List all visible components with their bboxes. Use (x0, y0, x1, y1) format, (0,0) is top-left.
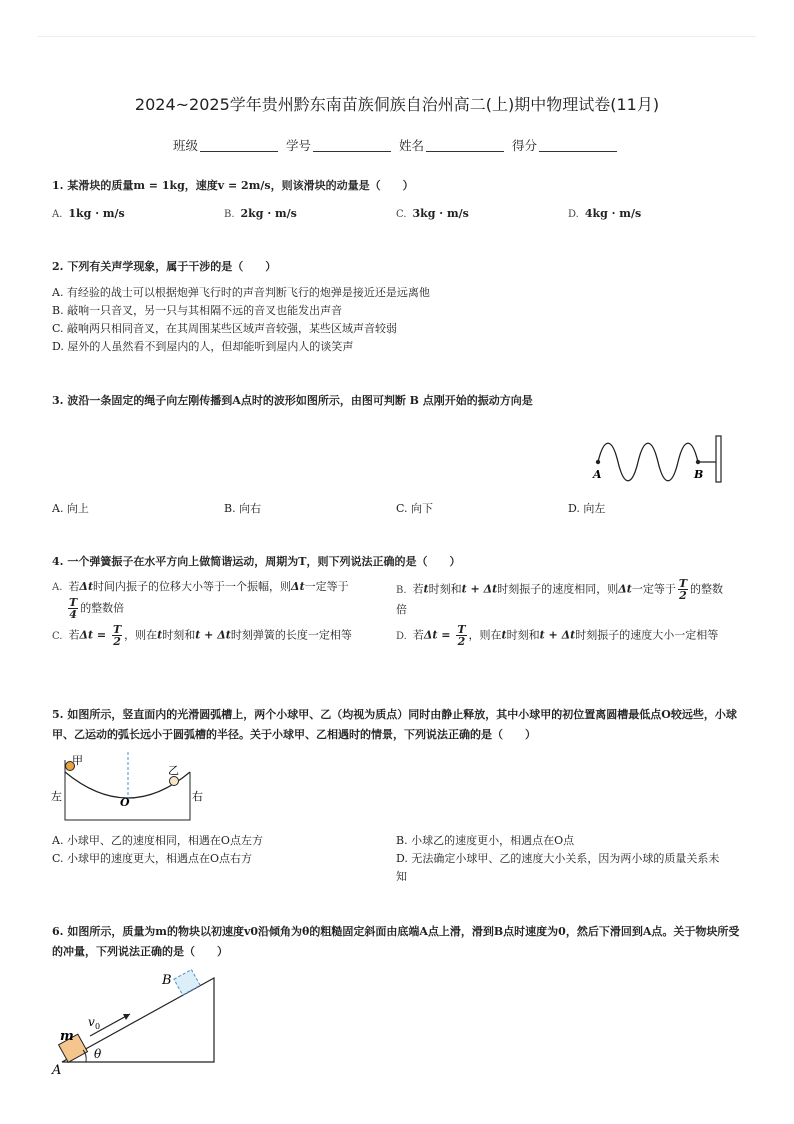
class-blank[interactable] (200, 139, 278, 152)
q3-option-c[interactable]: C. 向下 (396, 502, 434, 515)
question-5-stem: 5. 如图所示，竖直面内的光滑圆弧槽上，两个小球甲、乙（均视为质点）同时由静止释放，其中小球甲的初位置离圆槽最低点O较远些，小球甲、乙运动的弧长远小于圆弧槽的半径。关于小球甲、乙相遇时的情景，下列说法正确的是（ ） (52, 708, 737, 741)
option-key: B. (396, 584, 407, 596)
label-b: B (162, 973, 172, 988)
question-6-stem: 6. 如图所示，质量为m的物块以初速度v0沿倾角为θ的粗糙固定斜面由底端A点上滑，滑到B点时速度为0，然后下滑回到A点。关于物块所受的冲量，下列说法正确的是（ ） (52, 925, 740, 958)
name-label: 姓名 (398, 138, 424, 153)
q4-option-b[interactable] (396, 578, 726, 619)
label-m: m (60, 1029, 74, 1044)
text: 的整数倍 (396, 582, 724, 616)
name-blank[interactable] (426, 139, 504, 152)
text: 时刻和 (162, 628, 196, 642)
q1-option-b[interactable] (224, 205, 297, 224)
math: Δt (291, 580, 305, 593)
math: t + Δt (539, 628, 576, 642)
q2-option-c[interactable]: C. 敲响两只相同音叉，在其周围某些区域声音较强，某些区域声音较弱 (52, 322, 398, 335)
option-key: D. (396, 630, 407, 642)
label-theta: θ (94, 1047, 102, 1061)
fixed-wall (716, 436, 721, 482)
block-at-b (174, 970, 200, 995)
text: 一定等于 (304, 580, 349, 593)
q2-option-d[interactable]: D. 屋外的人虽然看不到屋内的人，但却能听到屋内人的谈笑声 (52, 340, 354, 353)
q6-incline-figure (50, 964, 230, 1079)
q1-option-a[interactable] (52, 205, 125, 224)
math: Δt = (423, 628, 455, 642)
label-o: O (120, 796, 130, 809)
text: 的整数倍 (80, 601, 125, 615)
option-value: 3kg · m/s (412, 207, 469, 220)
label-left: 左 (51, 790, 62, 803)
label-right: 右 (192, 790, 203, 803)
label-b: B (694, 468, 704, 481)
q4-option-d[interactable] (396, 624, 726, 647)
top-divider (38, 36, 756, 37)
q5-option-b[interactable]: B. 小球乙的速度更小，相遇点在O点 (396, 834, 575, 847)
option-key: A. (52, 209, 63, 220)
label-a: A (52, 1063, 62, 1078)
q2-option-b[interactable]: B. 敲响一只音叉，另一只与其相隔不远的音叉也能发出声音 (52, 304, 343, 317)
option-value: 1kg · m/s (68, 207, 125, 220)
q1-option-d[interactable] (568, 205, 641, 224)
page-title: 2024~2025学年贵州黔东南苗族侗族自治州高二(上)期中物理试卷(11月) (134, 95, 660, 114)
option-key: C. (52, 630, 63, 642)
q5-option-a[interactable]: A. 小球甲、乙的速度相同，相遇在O点左方 (52, 834, 263, 847)
ball-yi (170, 777, 179, 786)
label-a: A (593, 468, 602, 481)
text: 若 (68, 628, 80, 642)
q3-option-b[interactable]: B. 向右 (224, 502, 262, 515)
q3-option-d[interactable]: D. 向左 (568, 502, 606, 515)
text: 时刻振子的速度大小一定相等 (575, 628, 719, 642)
question-2-stem: 2. 下列有关声学现象，属于干涉的是（ ） (52, 260, 277, 273)
math: t (423, 582, 429, 596)
text: ，则在 (468, 628, 502, 642)
q1-option-c[interactable] (396, 205, 469, 224)
math: Δt (79, 580, 94, 593)
text: 时刻和 (428, 582, 462, 596)
text: 若 (412, 582, 424, 596)
score-label: 得分 (511, 138, 537, 153)
option-key: D. (568, 209, 579, 220)
text: 时刻弹簧的长度一定相等 (230, 628, 352, 642)
option-key: C. (396, 209, 407, 220)
math: Δt (618, 582, 632, 596)
label-v: v (88, 1015, 95, 1029)
text: 一定等于 (631, 582, 676, 596)
fraction: $\frac{T}{2}$ (678, 577, 688, 602)
question-4-stem: 4. 一个弹簧振子在水平方向上做简谐运动，周期为T，则下列说法正确的是（ ） (52, 555, 461, 568)
q5-arc-groove-figure (50, 752, 220, 824)
number-blank[interactable] (313, 139, 391, 152)
math: t (501, 628, 507, 642)
text: ，则在 (124, 628, 158, 642)
point-b (696, 460, 700, 464)
score-blank[interactable] (539, 139, 617, 152)
math: t + Δt (461, 582, 498, 596)
label-v-subscript: 0 (95, 1022, 101, 1031)
point-a (596, 460, 600, 464)
question-3-stem: 3. 波沿一条固定的绳子向左刚传播到A点时的波形如图所示，由图可判断 B 点刚开始的振动方向是 (52, 394, 533, 407)
text: 若 (412, 628, 424, 642)
label-jia: 甲 (72, 754, 83, 767)
text: 若 (68, 580, 80, 593)
option-value: 4kg · m/s (584, 207, 642, 220)
q2-option-a[interactable]: A. 有经验的战士可以根据炮弹飞行时的声音判断飞行的炮弹是接近还是远离他 (52, 286, 430, 299)
student-info-bar (0, 136, 794, 154)
math: Δt = (79, 628, 110, 642)
text: 时刻振子的速度相同，则 (497, 582, 619, 596)
number-label: 学号 (285, 138, 311, 153)
q5-option-d[interactable]: D. 无法确定小球甲、乙的速度大小关系，因为两小球的质量关系未知 (396, 852, 720, 883)
option-key: A. (52, 582, 63, 593)
fraction: $\frac{T}{4}$ (69, 596, 78, 621)
q3-wave-figure (590, 432, 730, 490)
fraction: $\frac{T}{2}$ (457, 623, 466, 648)
math: t (157, 628, 163, 642)
fraction: $\frac{T}{2}$ (112, 623, 122, 648)
q4-option-a[interactable] (52, 578, 382, 620)
class-label: 班级 (172, 138, 198, 153)
option-key: B. (224, 209, 235, 220)
option-value: 2kg · m/s (240, 207, 297, 220)
q5-option-c[interactable]: C. 小球甲的速度更大，相遇点在O点右方 (52, 852, 253, 865)
text: 时间内振子的位移大小等于一个振幅，则 (93, 580, 292, 593)
q3-option-a[interactable]: A. 向上 (52, 502, 89, 515)
math: t + Δt (195, 628, 231, 642)
q4-option-c[interactable] (52, 624, 382, 647)
text: 时刻和 (506, 628, 540, 642)
question-1-stem: 1. 某滑块的质量m = 1kg，速度v = 2m/s，则该滑块的动量是（ ） (52, 179, 414, 192)
label-yi: 乙 (168, 764, 179, 777)
